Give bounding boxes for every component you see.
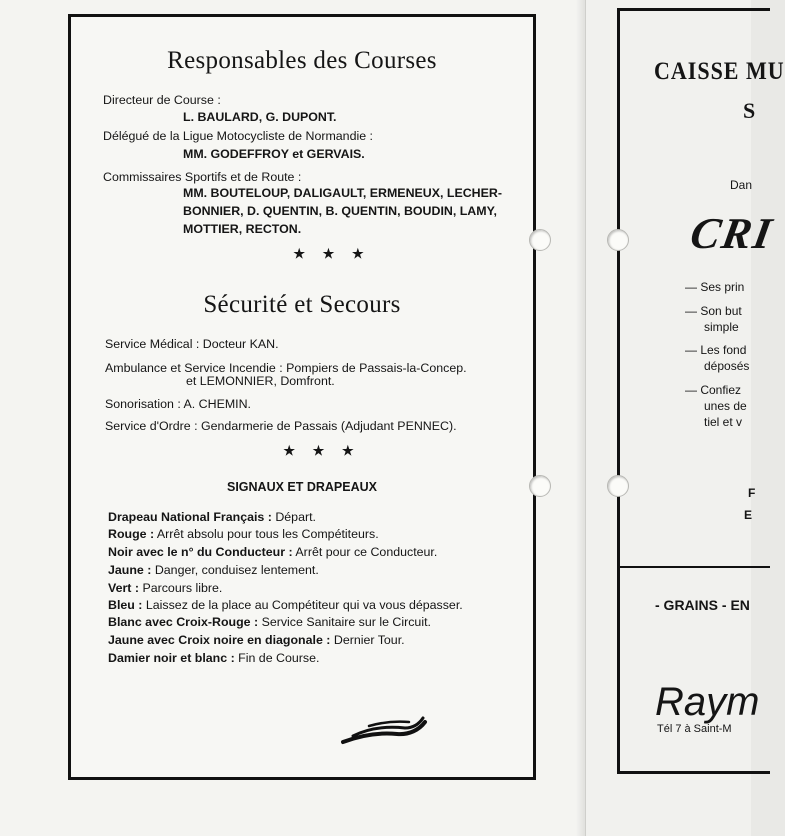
signal-row — [108, 581, 222, 595]
signal-row — [108, 510, 316, 524]
binding-hole — [529, 475, 551, 497]
signal-flag: Rouge : — [108, 527, 155, 541]
directeur-names: L. BAULARD, G. DUPONT. — [183, 110, 337, 124]
signal-flag: Jaune : — [108, 563, 152, 577]
right-item: — Son but — [685, 304, 742, 318]
responsables-title: Responsables des Courses — [167, 47, 437, 74]
right-small-1: F — [748, 486, 756, 500]
delegue-names: MM. GODEFFROY et GERVAIS. — [183, 147, 365, 161]
signal-meaning: Parcours libre. — [142, 581, 223, 595]
program-frame — [68, 14, 536, 780]
signal-row — [108, 563, 319, 577]
right-item: unes de — [704, 399, 747, 413]
binding-hole — [529, 229, 551, 251]
commissaires-line-3: MOTTIER, RECTON. — [183, 222, 302, 236]
binding-hole — [607, 229, 629, 251]
signal-flag: Damier noir et blanc : — [108, 651, 235, 665]
right-tel: Tél 7 à Saint-M — [657, 723, 732, 735]
ambulance-line-1: Ambulance et Service Incendie : Pompiers de Passais-la-Concep. — [105, 361, 467, 375]
flag-emblem-icon — [339, 712, 429, 750]
ambulance-line-2: et LEMONNIER, Domfront. — [186, 374, 335, 388]
signal-flag: Noir avec le n° du Conducteur : — [108, 545, 293, 559]
signal-row — [108, 651, 319, 665]
right-item: déposés — [704, 359, 750, 373]
right-item: — Ses prin — [685, 280, 745, 294]
signal-meaning: Laissez de la place au Compétiteur qui va vous dépasser. — [145, 598, 463, 612]
signal-row — [108, 615, 431, 629]
signal-meaning: Fin de Course. — [238, 651, 320, 665]
signal-meaning: Arrêt absolu pour tous les Compétiteurs. — [156, 527, 379, 541]
right-item: simple — [704, 320, 739, 334]
right-dans: Dan — [730, 178, 753, 192]
signal-meaning: Dernier Tour. — [333, 633, 405, 647]
signal-flag: Vert : — [108, 581, 139, 595]
signal-flag: Drapeau National Français : — [108, 510, 272, 524]
right-item: — Confiez — [685, 383, 742, 397]
signal-row — [108, 545, 437, 559]
sonorisation: Sonorisation : A. CHEMIN. — [105, 397, 251, 411]
directeur-label: Directeur de Course : — [103, 93, 221, 107]
signal-row — [108, 527, 379, 541]
signal-meaning: Danger, conduisez lentement. — [154, 563, 319, 577]
right-raym: Raym — [655, 680, 760, 724]
signal-meaning: Arrêt pour ce Conducteur. — [295, 545, 438, 559]
right-grains: - GRAINS - EN — [655, 597, 750, 613]
signal-flag: Blanc avec Croix-Rouge : — [108, 615, 259, 629]
binding-hole — [607, 475, 629, 497]
right-item: tiel et v — [704, 415, 743, 429]
signal-flag: Jaune avec Croix noire en diagonale : — [108, 633, 331, 647]
stars-divider-2: ★ ★ ★ — [283, 443, 361, 458]
delegue-label: Délégué de la Ligue Motocycliste de Normandie : — [103, 129, 373, 143]
signal-flag: Bleu : — [108, 598, 143, 612]
service-ordre: Service d'Ordre : Gendarmerie de Passais (Adjudant PENNEC). — [105, 419, 457, 433]
right-brand: CRI — [686, 209, 778, 258]
signal-meaning: Départ. — [275, 510, 316, 524]
signal-row — [108, 633, 405, 647]
securite-title: Sécurité et Secours — [203, 291, 401, 318]
signal-row — [108, 598, 463, 612]
right-separator — [620, 566, 770, 568]
right-title-line-2: S — [743, 98, 756, 123]
signal-meaning: Service Sanitaire sur le Circuit. — [261, 615, 431, 629]
signaux-heading: SIGNAUX ET DRAPEAUX — [226, 480, 378, 494]
commissaires-line-2: BONNIER, D. QUENTIN, B. QUENTIN, BOUDIN, LAMY, — [183, 204, 497, 218]
stars-divider-1: ★ ★ ★ — [293, 246, 371, 261]
right-page — [585, 0, 785, 836]
right-item: — Les fond — [685, 343, 747, 357]
commissaires-line-1: MM. BOUTELOUP, DALIGAULT, ERMENEUX, LECHER- — [183, 186, 502, 200]
right-small-2: E — [744, 508, 753, 522]
commissaires-label: Commissaires Sportifs et de Route : — [103, 170, 302, 184]
right-title-line-1: CAISSE MU — [654, 56, 785, 85]
service-medical: Service Médical : Docteur KAN. — [105, 337, 279, 351]
